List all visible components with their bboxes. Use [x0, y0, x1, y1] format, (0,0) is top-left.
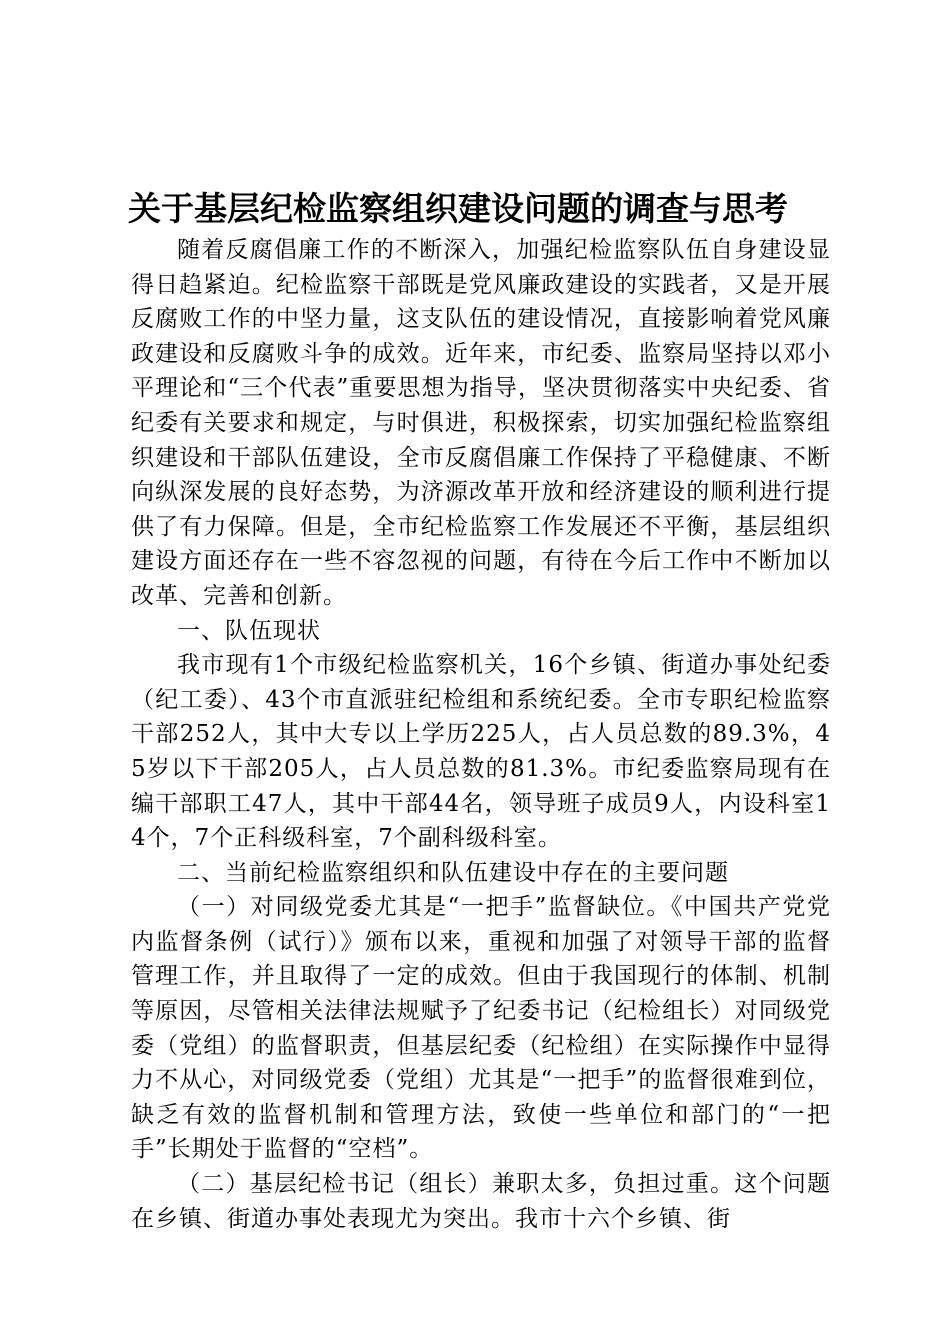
intro-paragraph: 随着反腐倡廉工作的不断深入，加强纪检监察队伍自身建设显得日趋紧迫。纪检监察干部既是党风廉政建设的实践者，又是开展反腐败工作的中坚力量，这支队伍的建设情况，直接影响着党风廉政建设和反腐败斗争的成效。近年来，市纪委、监察局坚持以邓小平理论和“三个代表”重要思想为指导，坚决贯彻落实中央纪委、省纪委有关要求和规定，与时俱进，积极探索，切实加强纪检监察组织建设和干部队伍建设，全市反腐倡廉工作保持了平稳健康、不断向纵深发展的良好态势，为济源改革开放和经济建设的顺利进行提供了有力保障。但是，全市纪检监察工作发展还不平衡，基层组织建设方面还存在一些不容忽视的问题，有待在今后工作中不断加以改革、完善和创新。 — [131, 237, 831, 609]
section-heading-main-problems: 二、当前纪检监察组织和队伍建设中存在的主要问题 — [177, 859, 729, 886]
document-body — [131, 233, 831, 1236]
problem-one-paragraph: （一）对同级党委尤其是“一把手”监督缺位。《中国共产党党内监督条例（试行）》颁布以来，重视和加强了对领导干部的监督管理工作，并且取得了一定的成效。但由于我国现行的体制、机制等原因，尽管相关法律法规赋予了纪委书记（纪检组长）对同级党委（党组）的监督职责，但基层纪委（纪检组）在实际操作中显得力不从心，对同级党委（党组）尤其是“一把手”的监督很难到位，缺乏有效的监督机制和管理方法，致使一些单位和部门的“一把手”长期处于监督的“空档”。 — [131, 894, 831, 1163]
document-title: 关于基层纪检监察组织建设问题的调查与思考 — [128, 189, 788, 228]
problem-two-paragraph: （二）基层纪检书记（组长）兼职太多，负担过重。这个问题在乡镇、街道办事处表现尤为突出。我市十六个乡镇、街 — [131, 1171, 831, 1232]
section-heading-team-status: 一、队伍现状 — [177, 617, 321, 644]
team-status-paragraph: 我市现有1个市级纪检监察机关，16个乡镇、街道办事处纪委（纪工委）、43个市直派驻纪检组和系统纪委。全市专职纪检监察干部252人，其中大专以上学历225人，占人员总数的89.3%，45岁以下干部205人，占人员总数的81.3%。市纪委监察局现有在编干部职工47人，其中干部44名，领导班子成员9人，内设科室14个，7个正科级科室，7个副科级科室。 — [131, 652, 831, 852]
